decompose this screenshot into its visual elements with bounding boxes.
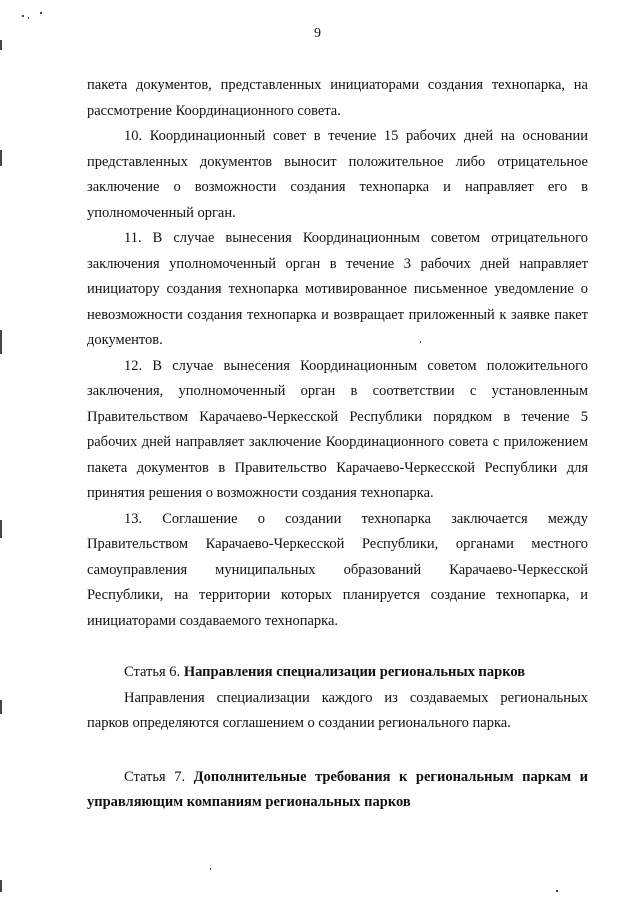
paragraph-item-12: 12. В случае вынесения Координационным советом положительного заключения, уполномоченный орган в соответствии с установленным Правительством Карачаево-Черкесской Республики порядком в течение 5 рабочих дней направляет заключение Координационного совета с приложением пакета документов в Правительство Карачаево-Черкесской Республики для принятия решения о возможности создания технопарка. (87, 357, 588, 501)
page-number: 9 (314, 26, 321, 41)
scan-speck (40, 12, 42, 14)
article-6-text: Направления специализации каждого из создаваемых региональных парков определяются соглашением о создании регионального парка. (87, 689, 588, 731)
article-7-title: Дополнительные требования к региональным паркам и управляющим компаниям региональных парков (87, 768, 588, 810)
section-spacer (87, 634, 588, 660)
scan-speck (0, 700, 2, 714)
paragraph-continuation: пакета документов, представленных инициаторами создания технопарка, на рассмотрение Координационного совета. (87, 77, 588, 119)
paragraph-item-13: 13. Соглашение о создании технопарка заключается между Правительством Карачаево-Черкесской Республики, органами местного самоуправления муниципальных образований Карачаево-Черкесской Республики, на территории которых планируется создание технопарка, и инициаторами создаваемого технопарка. (87, 510, 588, 629)
paragraph-item-10: 10. Координационный совет в течение 15 рабочих дней на основании представленных документов выносит положительное либо отрицательное заключение о возможности создания технопарка и направляет его в уполномоченный орган. (87, 128, 588, 221)
document-body (87, 73, 588, 816)
scan-speck (0, 520, 2, 538)
article-6-prefix: Статья 6. (124, 664, 184, 680)
scan-speck (556, 890, 558, 892)
section-spacer (87, 737, 588, 765)
scan-speck (0, 330, 2, 354)
scan-speck (22, 15, 24, 17)
scan-speck (0, 150, 2, 166)
scan-speck (210, 868, 211, 870)
article-7-heading (87, 765, 588, 816)
article-6-heading (87, 660, 588, 686)
scan-speck (28, 17, 29, 19)
scan-speck (0, 880, 2, 892)
article-6-title: Направления специализации региональных парков (183, 664, 526, 680)
article-7-prefix: Статья 7. (124, 768, 194, 785)
paragraph-item-11: 11. В случае вынесения Координационным советом отрицательного заключения уполномоченный орган в течение 3 рабочих дней направляет инициатору создания технопарка мотивированное письменное уведомление о невозможности создания технопарка и возвращает приложенный к заявке пакет документов. (87, 230, 588, 348)
